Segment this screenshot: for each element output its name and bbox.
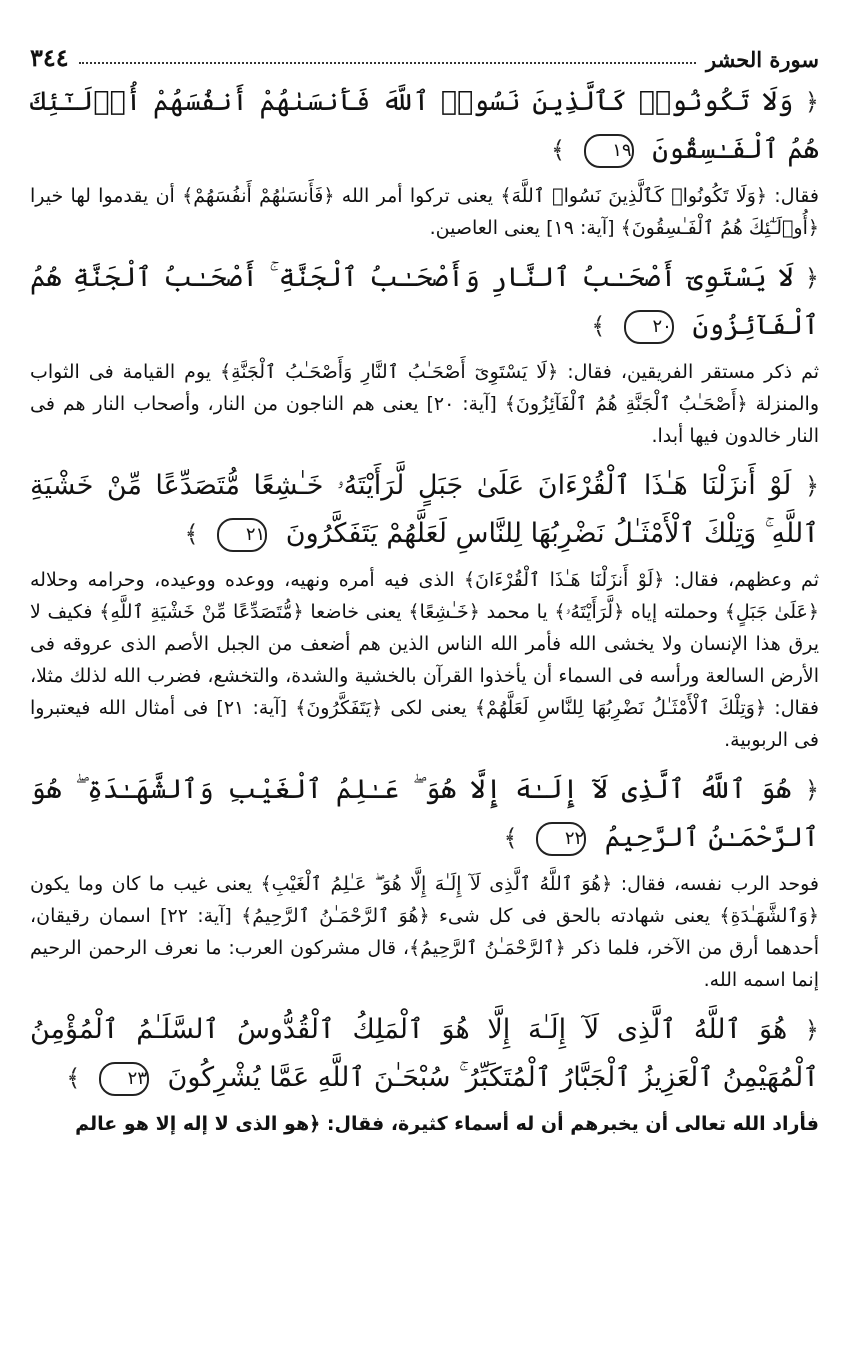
page-number: ٣٤٤	[30, 43, 69, 72]
verse-number-badge: ٢٠	[624, 310, 674, 344]
surah-title: سورة الحشر	[705, 47, 819, 72]
commentary-23: فأراد الله تعالى أن يخبرهم أن له أسماء كثيرة، فقال: ﴿هو الذى لا إله إلا هو عالم	[75, 1113, 819, 1135]
verse-close-bracket: ﴾	[66, 1064, 81, 1092]
verse-open-bracket: ﴿	[804, 88, 819, 116]
verse-close-bracket: ﴾	[503, 824, 518, 852]
page-header	[30, 30, 819, 72]
verse-text: لَا يَسْتَوِىٓ أَصْحَـٰبُ ٱلنَّارِ وَأَصْحَـٰبُ ٱلْجَنَّةِ ۚ أَصْحَـٰبُ ٱلْجَنَّةِ هُمُ ٱلْفَآئِزُونَ	[30, 262, 819, 341]
verse-number-badge: ١٩	[584, 134, 634, 168]
verse-number-badge: ٢٢	[536, 822, 586, 856]
header-dotted-leader	[79, 61, 696, 64]
verse-close-bracket: ﴾	[184, 520, 199, 548]
verse-22	[30, 766, 819, 862]
verse-20	[30, 254, 819, 350]
verse-text: وَلَا تَكُونُوا۟ كَٱلَّذِينَ نَسُوا۟ ٱللَّهَ فَأَنسَىٰهُمْ أَنفُسَهُمْ أُو۟لَـٰٓئِكَ هُمُ ٱلْفَـٰسِقُونَ	[30, 86, 819, 165]
verse-21	[30, 462, 819, 558]
commentary-19: فقال: ﴿وَلَا تَكُونُوا۟ كَٱلَّذِينَ نَسُوا۟ ٱللَّهَ﴾ يعنى تركوا أمر الله ﴿فَأَنسَىٰهُمْ أَنفُسَهُمْ﴾ أن يقدموا لها خيرا ﴿أُو۟لَـٰٓئِكَ هُمُ ٱلْفَـٰسِقُونَ﴾ [آية: ١٩] يعنى العاصين.	[30, 185, 819, 239]
verse-close-bracket: ﴾	[591, 312, 606, 340]
verse-open-bracket: ﴿	[804, 1016, 819, 1044]
verse-text: هُوَ ٱللَّهُ ٱلَّذِى لَآ إِلَـٰهَ إِلَّا هُوَ ٱلْمَلِكُ ٱلْقُدُّوسُ ٱلسَّلَـٰمُ ٱلْمُؤْمِنُ ٱلْمُهَيْمِنُ ٱلْعَزِيزُ ٱلْجَبَّارُ ٱلْمُتَكَبِّرُ ۚ سُبْحَـٰنَ ٱللَّهِ عَمَّا يُشْرِكُونَ	[30, 1014, 819, 1093]
verse-close-bracket: ﴾	[550, 136, 566, 164]
verse-text: لَوْ أَنزَلْنَا هَـٰذَا ٱلْقُرْءَانَ عَلَىٰ جَبَلٍ لَّرَأَيْتَهُۥ خَـٰشِعًا مُّتَصَدِّعًا مِّنْ خَشْيَةِ ٱللَّهِ ۚ وَتِلْكَ ٱلْأَمْثَـٰلُ نَضْرِبُهَا لِلنَّاسِ لَعَلَّهُمْ يَتَفَكَّرُونَ	[30, 470, 819, 549]
verse-open-bracket: ﴿	[804, 472, 819, 500]
verse-open-bracket: ﴿	[804, 264, 819, 292]
verse-open-bracket: ﴿	[804, 776, 819, 804]
verse-number-badge: ٢١	[217, 518, 267, 552]
verse-19	[30, 78, 819, 174]
commentary-22: فوحد الرب نفسه، فقال: ﴿هُوَ ٱللَّهُ ٱلَّذِى لَآ إِلَـٰهَ إِلَّا هُوَ ۖ عَـٰلِمُ ٱلْغَيْبِ﴾ يعنى غيب ما كان وما يكون ﴿وَٱلشَّهَـٰدَةِ﴾ يعنى شهادته بالحق فى كل شىء ﴿هُوَ ٱلرَّحْمَـٰنُ ٱلرَّحِيمُ﴾ [آية: ٢٢] اسمان رقيقان، أحدهما أرق من الآخر، فلما ذكر ﴿ٱلرَّحْمَـٰنُ ٱلرَّحِيمُ﴾، قال مشركون العرب: ما نعرف الرحمن الرحيم إنما اسمه الله.	[30, 873, 819, 991]
verse-text: هُوَ ٱللَّهُ ٱلَّذِى لَآ إِلَـٰهَ إِلَّا هُوَ ۖ عَـٰلِمُ ٱلْغَيْبِ وَٱلشَّهَـٰدَةِ ۖ هُوَ ٱلرَّحْمَـٰنُ ٱلرَّحِيمُ	[30, 774, 819, 853]
commentary-21: ثم وعظهم، فقال: ﴿لَوْ أَنزَلْنَا هَـٰذَا ٱلْقُرْءَانَ﴾ الذى فيه أمره ونهيه، ووعده ووعيده، وحرامه وحلاله ﴿عَلَىٰ جَبَلٍ﴾ وحملته إياه ﴿لَّرَأَيْتَهُۥ﴾ يا محمد ﴿خَـٰشِعًا﴾ يعنى خاضعا ﴿مُّتَصَدِّعًا مِّنْ خَشْيَةِ ٱللَّهِ﴾ فكيف لا يرق هذا الإنسان ولا يخشى الله فأمر الله الناس الذين هم أضعف من الجبل الأصم الذى عروقه فى الأرض السالعة ورأسه فى السماء أن يأخذوا القرآن بالخشية والشدة، والتخشع، فضرب الله لذلك مثلا، فقال: ﴿وَتِلْكَ ٱلْأَمْثَـٰلُ نَضْرِبُهَا لِلنَّاسِ لَعَلَّهُمْ﴾ يعنى لكى ﴿يَتَفَكَّرُونَ﴾ [آية: ٢١] فى أمثال الله فيعتبروا فى الربوبية.	[30, 569, 819, 751]
verse-number-badge: ٢٣	[99, 1062, 149, 1096]
verse-23	[30, 1006, 819, 1102]
commentary-20: ثم ذكر مستقر الفريقين، فقال: ﴿لَا يَسْتَوِىٓ أَصْحَـٰبُ ٱلنَّارِ وَأَصْحَـٰبُ ٱلْجَنَّةِ﴾ يوم القيامة فى الثواب والمنزلة ﴿أَصْحَـٰبُ ٱلْجَنَّةِ هُمُ ٱلْفَآئِزُونَ﴾ [آية: ٢٠] يعنى هم الناجون من النار، وأصحاب النار هم فى النار خالدون فيها أبدا.	[30, 361, 819, 447]
